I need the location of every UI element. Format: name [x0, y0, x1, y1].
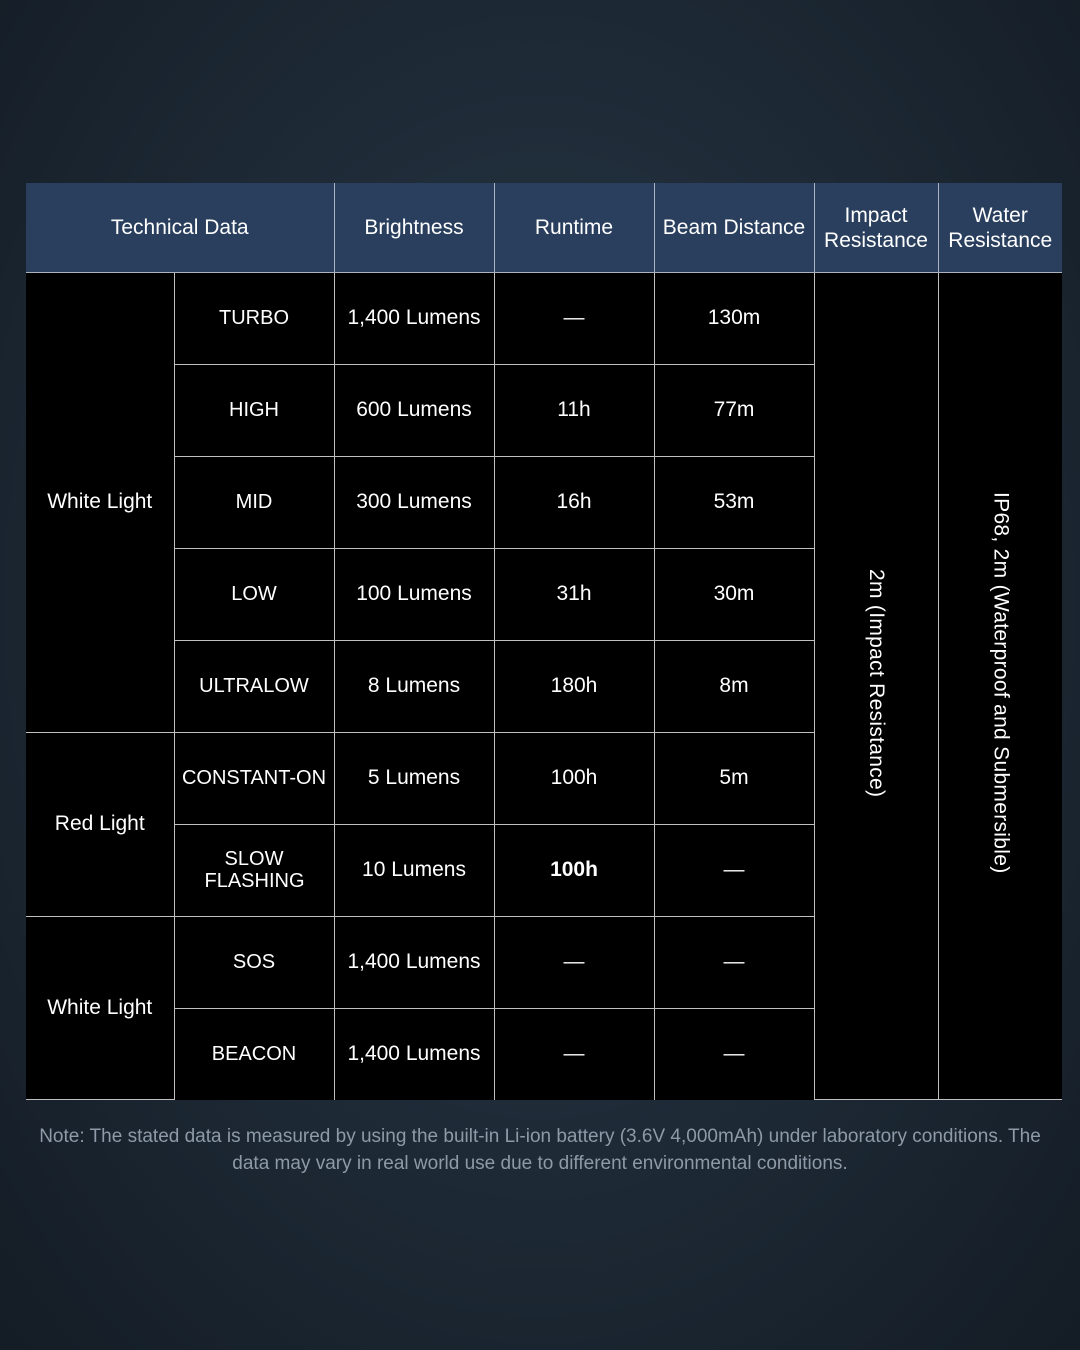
brightness-cell: 8 Lumens [334, 640, 494, 732]
header-technical-data: Technical Data [26, 183, 334, 273]
runtime-cell: — [494, 916, 654, 1008]
mode-cell: HIGH [174, 364, 334, 456]
header-runtime: Runtime [494, 183, 654, 273]
runtime-cell: 31h [494, 548, 654, 640]
runtime-cell: — [494, 1008, 654, 1100]
beam-cell: 30m [654, 548, 814, 640]
runtime-cell: — [494, 273, 654, 365]
brightness-cell: 5 Lumens [334, 732, 494, 824]
mode-cell: LOW [174, 548, 334, 640]
beam-cell: 5m [654, 732, 814, 824]
mode-cell: BEACON [174, 1008, 334, 1100]
table-row [26, 273, 1062, 365]
beam-cell: — [654, 1008, 814, 1100]
beam-cell: 8m [654, 640, 814, 732]
brightness-cell: 1,400 Lumens [334, 1008, 494, 1100]
brightness-cell: 10 Lumens [334, 824, 494, 916]
technical-data-table [26, 183, 1062, 1100]
beam-cell: 77m [654, 364, 814, 456]
mode-cell: ULTRALOW [174, 640, 334, 732]
header-beam-distance: Beam Distance [654, 183, 814, 273]
brightness-cell: 1,400 Lumens [334, 916, 494, 1008]
runtime-cell: 180h [494, 640, 654, 732]
header-brightness: Brightness [334, 183, 494, 273]
brightness-cell: 600 Lumens [334, 364, 494, 456]
group-white-light: White Light [26, 916, 174, 1099]
beam-cell: — [654, 916, 814, 1008]
runtime-cell: 100h [494, 824, 654, 916]
runtime-cell: 100h [494, 732, 654, 824]
beam-cell: — [654, 824, 814, 916]
runtime-cell: 11h [494, 364, 654, 456]
impact-resistance-cell [814, 273, 938, 1100]
brightness-cell: 300 Lumens [334, 456, 494, 548]
mode-cell: CONSTANT-ON [174, 732, 334, 824]
water-resistance-value: IP68, 2m (Waterproof and Submersible) [989, 492, 1013, 874]
water-resistance-cell [938, 273, 1062, 1100]
beam-cell: 53m [654, 456, 814, 548]
header-impact-resistance: Impact Resistance [814, 183, 938, 273]
header-row [26, 183, 1062, 273]
impact-resistance-value: 2m (Impact Resistance) [865, 568, 888, 798]
brightness-cell: 100 Lumens [334, 548, 494, 640]
header-water-resistance: Water Resistance [938, 183, 1062, 273]
mode-cell: TURBO [174, 273, 334, 365]
group-white-light: White Light [26, 273, 174, 733]
runtime-cell: 16h [494, 456, 654, 548]
footnote: Note: The stated data is measured by using the built-in Li-ion battery (3.6V 4,000mAh) under laboratory conditions. The data may vary in real world use due to different environmental conditions. [39, 1126, 1041, 1174]
mode-cell: SOS [174, 916, 334, 1008]
brightness-cell: 1,400 Lumens [334, 273, 494, 365]
group-red-light: Red Light [26, 732, 174, 916]
mode-cell: MID [174, 456, 334, 548]
mode-cell: SLOW FLASHING [174, 824, 334, 916]
beam-cell: 130m [654, 273, 814, 365]
